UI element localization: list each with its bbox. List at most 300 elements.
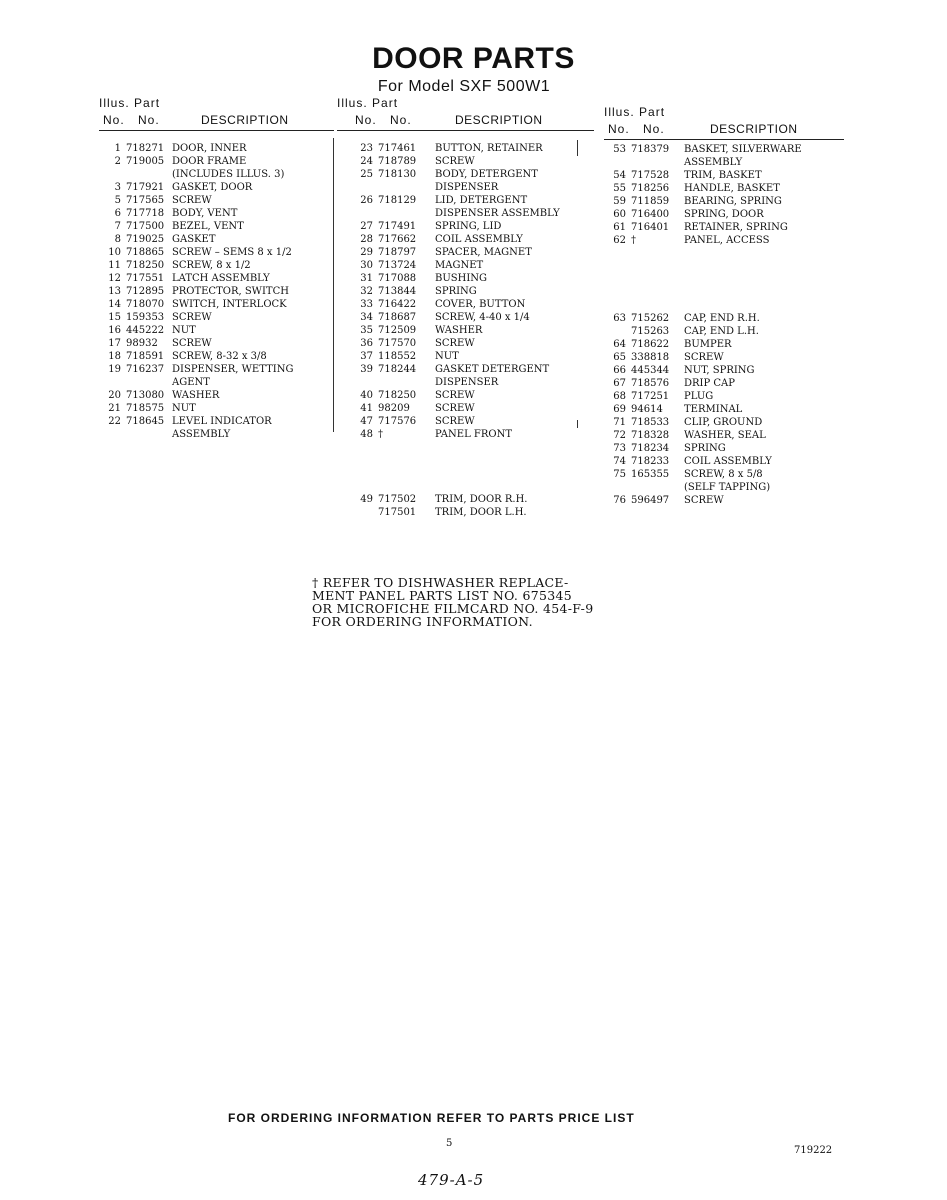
part-description: SCREW, 8-32 x 3/8 xyxy=(172,351,267,362)
illus-number: 75 xyxy=(613,469,626,480)
table-row xyxy=(604,325,844,338)
illus-number: 1 xyxy=(114,143,121,154)
illus-number: 76 xyxy=(613,495,626,506)
part-number: 718233 xyxy=(631,456,670,467)
illus-number: 69 xyxy=(613,404,626,415)
footnote-line: FOR ORDERING INFORMATION. xyxy=(312,614,533,629)
table-row xyxy=(99,363,334,376)
parts-column-1 xyxy=(99,96,334,441)
table-row xyxy=(604,221,844,234)
parts-column-2 xyxy=(337,96,594,519)
part-description: BODY, DETERGENT xyxy=(435,169,538,180)
part-description: CAP, END L.H. xyxy=(684,326,759,337)
part-number: 717088 xyxy=(378,273,417,284)
column-divider xyxy=(577,420,578,428)
header-part-no: No. xyxy=(390,113,412,127)
table-row xyxy=(351,389,594,402)
part-number: 165355 xyxy=(631,469,670,480)
illus-number: 67 xyxy=(613,378,626,389)
part-number: 98209 xyxy=(378,403,410,414)
model-subtitle: For Model SXF 500W1 xyxy=(377,78,551,95)
illus-number: 55 xyxy=(613,183,626,194)
table-row xyxy=(99,220,334,233)
table-row xyxy=(99,350,334,363)
page-title: DOOR PARTS xyxy=(372,42,575,75)
table-row xyxy=(351,337,594,350)
illus-number: 60 xyxy=(613,209,626,220)
table-row xyxy=(351,311,594,324)
illus-number: 64 xyxy=(613,339,626,350)
parts-column-3 xyxy=(604,105,844,507)
part-description: SPRING, DOOR xyxy=(684,209,764,220)
part-number: 717576 xyxy=(378,416,417,427)
table-row xyxy=(99,142,334,155)
part-number: 718234 xyxy=(631,443,670,454)
part-description: BUSHING xyxy=(435,273,488,284)
illus-number: 73 xyxy=(613,443,626,454)
header-rule xyxy=(99,130,334,131)
table-row xyxy=(351,363,594,376)
table-row xyxy=(99,311,334,324)
part-description: BUTTON, RETAINER xyxy=(435,143,543,154)
part-description: TERMINAL xyxy=(684,404,743,415)
part-description: GASKET, DOOR xyxy=(172,182,253,193)
table-row xyxy=(351,233,594,246)
part-description: ASSEMBLY xyxy=(684,157,743,168)
part-description: PLUG xyxy=(684,391,714,402)
table-row xyxy=(604,195,844,208)
part-description: DISPENSER ASSEMBLY xyxy=(435,208,560,219)
part-number: 718250 xyxy=(378,390,417,401)
illus-number: 68 xyxy=(613,391,626,402)
header-illus-part: Illus. Part xyxy=(337,96,399,110)
table-row xyxy=(604,260,844,273)
table-row xyxy=(351,181,594,194)
header-part-no: No. xyxy=(643,122,665,136)
illus-number: 66 xyxy=(613,365,626,376)
table-row xyxy=(351,324,594,337)
table-row xyxy=(99,428,334,441)
part-description: SCREW xyxy=(435,338,475,349)
part-number: 717461 xyxy=(378,143,417,154)
part-number: 118552 xyxy=(378,351,417,362)
header-description: DESCRIPTION xyxy=(455,113,543,127)
table-row xyxy=(351,246,594,259)
illus-number: 30 xyxy=(360,260,373,271)
illus-number: 8 xyxy=(114,234,121,245)
part-number: 712895 xyxy=(126,286,165,297)
part-description: COIL ASSEMBLY xyxy=(684,456,772,467)
header-description: DESCRIPTION xyxy=(710,122,798,136)
table-row xyxy=(351,415,594,428)
part-description: BASKET, SILVERWARE xyxy=(684,144,802,155)
illus-number: 39 xyxy=(360,364,373,375)
part-description: SCREW xyxy=(435,390,475,401)
table-row xyxy=(604,338,844,351)
table-row xyxy=(351,480,594,493)
part-number: 717921 xyxy=(126,182,165,193)
table-row xyxy=(99,389,334,402)
part-description: (SELF TAPPING) xyxy=(684,482,771,493)
part-description: TRIM, DOOR L.H. xyxy=(435,507,527,518)
part-description: ASSEMBLY xyxy=(172,429,231,440)
header-illus-no: No. xyxy=(103,113,125,127)
part-description: SCREW, 8 x 5/8 xyxy=(684,469,763,480)
table-row xyxy=(99,337,334,350)
illus-number: 18 xyxy=(108,351,121,362)
handwritten-annotation: 479-A-5 xyxy=(418,1171,485,1189)
part-number: 596497 xyxy=(631,495,670,506)
part-description: SPACER, MAGNET xyxy=(435,247,532,258)
part-description: WASHER xyxy=(435,325,483,336)
table-row xyxy=(604,156,844,169)
illus-number: 59 xyxy=(613,196,626,207)
table-row xyxy=(351,454,594,467)
part-description: HANDLE, BASKET xyxy=(684,183,780,194)
part-description: SCREW xyxy=(435,156,475,167)
part-number: 711859 xyxy=(631,196,670,207)
illus-number: 33 xyxy=(360,299,373,310)
part-description: LID, DETERGENT xyxy=(435,195,528,206)
part-description: SCREW xyxy=(435,403,475,414)
table-row xyxy=(351,376,594,389)
table-row xyxy=(604,468,844,481)
illus-number: 3 xyxy=(114,182,121,193)
part-description: DOOR FRAME xyxy=(172,156,247,167)
illus-number: 28 xyxy=(360,234,373,245)
part-description: TRIM, DOOR R.H. xyxy=(435,494,528,505)
table-row xyxy=(351,259,594,272)
part-number: 717251 xyxy=(631,391,670,402)
part-number: 717502 xyxy=(378,494,417,505)
part-description: WASHER xyxy=(172,390,220,401)
part-number: 716400 xyxy=(631,209,670,220)
part-number: 717565 xyxy=(126,195,165,206)
part-description: SCREW, 4-40 x 1/4 xyxy=(435,312,530,323)
part-number: 718622 xyxy=(631,339,670,350)
illus-number: 12 xyxy=(108,273,121,284)
table-row xyxy=(99,259,334,272)
illus-number: 63 xyxy=(613,313,626,324)
parts-rows xyxy=(351,142,594,519)
part-description: DISPENSER xyxy=(435,182,499,193)
table-row xyxy=(99,207,334,220)
illus-number: 6 xyxy=(114,208,121,219)
illus-number: 32 xyxy=(360,286,373,297)
header-description: DESCRIPTION xyxy=(201,113,289,127)
part-number: 445222 xyxy=(126,325,165,336)
part-description: SCREW xyxy=(684,352,724,363)
illus-number: 47 xyxy=(360,416,373,427)
part-number: 718130 xyxy=(378,169,417,180)
illus-number: 35 xyxy=(360,325,373,336)
part-number: 715263 xyxy=(631,326,670,337)
part-number: 718250 xyxy=(126,260,165,271)
part-number: 718687 xyxy=(378,312,417,323)
part-number: 717570 xyxy=(378,338,417,349)
part-description: SCREW xyxy=(435,416,475,427)
part-number: 718865 xyxy=(126,247,165,258)
part-description: LEVEL INDICATOR xyxy=(172,416,272,427)
table-row xyxy=(99,298,334,311)
part-number: 717718 xyxy=(126,208,165,219)
table-row xyxy=(604,481,844,494)
illus-number: 53 xyxy=(613,144,626,155)
part-description: BEZEL, VENT xyxy=(172,221,244,232)
illus-number: 7 xyxy=(114,221,121,232)
header-rule xyxy=(604,139,844,140)
illus-number: 20 xyxy=(108,390,121,401)
part-description: GASKET DETERGENT xyxy=(435,364,550,375)
table-row xyxy=(604,286,844,299)
table-row xyxy=(351,506,594,519)
illus-number: 13 xyxy=(108,286,121,297)
illus-number: 34 xyxy=(360,312,373,323)
illus-number: 14 xyxy=(108,299,121,310)
table-row xyxy=(604,442,844,455)
table-row xyxy=(99,285,334,298)
part-number: 719025 xyxy=(126,234,165,245)
replacement-panel-footnote xyxy=(312,576,593,628)
part-number: 719005 xyxy=(126,156,165,167)
part-number: 718256 xyxy=(631,183,670,194)
part-description: PANEL FRONT xyxy=(435,429,512,440)
illus-number: 74 xyxy=(613,456,626,467)
part-number: 718645 xyxy=(126,416,165,427)
part-description: SCREW – SEMS 8 x 1/2 xyxy=(172,247,292,258)
table-row xyxy=(351,272,594,285)
footnote-line: † REFER TO DISHWASHER REPLACE- xyxy=(312,575,569,590)
part-description: NUT, SPRING xyxy=(684,365,755,376)
illus-number: 10 xyxy=(108,247,121,258)
illus-number: 25 xyxy=(360,169,373,180)
illus-number: 17 xyxy=(108,338,121,349)
illus-number: 29 xyxy=(360,247,373,258)
illus-number: 26 xyxy=(360,195,373,206)
part-number: 338818 xyxy=(631,352,670,363)
part-number: 717551 xyxy=(126,273,165,284)
table-row xyxy=(99,376,334,389)
illus-number: 41 xyxy=(360,403,373,414)
part-description: SCREW xyxy=(684,495,724,506)
table-row xyxy=(99,402,334,415)
part-description: RETAINER, SPRING xyxy=(684,222,788,233)
table-row xyxy=(351,142,594,155)
ordering-note: FOR ORDERING INFORMATION REFER TO PARTS PRICE LIST xyxy=(228,1111,635,1125)
part-number: 717662 xyxy=(378,234,417,245)
part-description: GASKET xyxy=(172,234,216,245)
illus-number: 2 xyxy=(114,156,121,167)
table-row xyxy=(604,247,844,260)
part-number: 712509 xyxy=(378,325,417,336)
header-illus-part: Illus. Part xyxy=(99,96,161,110)
header-rule xyxy=(337,130,594,131)
table-row xyxy=(99,168,334,181)
part-description: COIL ASSEMBLY xyxy=(435,234,523,245)
illus-number: 49 xyxy=(360,494,373,505)
part-description: CAP, END R.H. xyxy=(684,313,760,324)
illus-number: 36 xyxy=(360,338,373,349)
table-row xyxy=(604,351,844,364)
part-description: BUMPER xyxy=(684,339,732,350)
part-description: LATCH ASSEMBLY xyxy=(172,273,270,284)
footnote-line: MENT PANEL PARTS LIST NO. 675345 xyxy=(312,588,572,603)
part-number: 717528 xyxy=(631,170,670,181)
table-row xyxy=(351,402,594,415)
part-number: 159353 xyxy=(126,312,165,323)
header-illus-no: No. xyxy=(355,113,377,127)
part-number: 718591 xyxy=(126,351,165,362)
illus-number: 54 xyxy=(613,170,626,181)
part-number: 718533 xyxy=(631,417,670,428)
part-number: 717501 xyxy=(378,507,417,518)
part-number: 713724 xyxy=(378,260,417,271)
part-number: 713844 xyxy=(378,286,417,297)
header-illus-no: No. xyxy=(608,122,630,136)
part-description: PROTECTOR, SWITCH xyxy=(172,286,289,297)
part-description: DISPENSER, WETTING xyxy=(172,364,294,375)
part-number: 718575 xyxy=(126,403,165,414)
part-number: † xyxy=(378,429,383,440)
table-row xyxy=(604,299,844,312)
part-description: AGENT xyxy=(172,377,210,388)
part-description: BEARING, SPRING xyxy=(684,196,782,207)
part-description: SCREW xyxy=(172,312,212,323)
illus-number: 62 xyxy=(613,235,626,246)
part-number: 718129 xyxy=(378,195,417,206)
column-divider xyxy=(577,140,578,156)
part-number: 716401 xyxy=(631,222,670,233)
illus-number: 65 xyxy=(613,352,626,363)
part-number: 718271 xyxy=(126,143,165,154)
illus-number: 5 xyxy=(114,195,121,206)
part-description: SWITCH, INTERLOCK xyxy=(172,299,287,310)
part-description: SPRING xyxy=(435,286,477,297)
table-row xyxy=(351,467,594,480)
part-number: 718576 xyxy=(631,378,670,389)
illus-number: 61 xyxy=(613,222,626,233)
column-header xyxy=(337,96,594,132)
table-row xyxy=(99,415,334,428)
part-description: SPRING xyxy=(684,443,726,454)
part-description: DISPENSER xyxy=(435,377,499,388)
illus-number: 16 xyxy=(108,325,121,336)
part-number: 717500 xyxy=(126,221,165,232)
table-row xyxy=(351,298,594,311)
part-number: 718797 xyxy=(378,247,417,258)
part-number: 94614 xyxy=(631,404,663,415)
table-row xyxy=(604,182,844,195)
table-row xyxy=(351,285,594,298)
part-number: 718789 xyxy=(378,156,417,167)
part-number: 716422 xyxy=(378,299,417,310)
part-description: SCREW xyxy=(172,338,212,349)
table-row xyxy=(604,234,844,247)
illus-number: 27 xyxy=(360,221,373,232)
column-divider xyxy=(333,138,334,432)
illus-number: 24 xyxy=(360,156,373,167)
part-number: 718070 xyxy=(126,299,165,310)
illus-number: 31 xyxy=(360,273,373,284)
part-description: COVER, BUTTON xyxy=(435,299,526,310)
part-description: WASHER, SEAL xyxy=(684,430,766,441)
table-row xyxy=(604,390,844,403)
illus-number: 40 xyxy=(360,390,373,401)
illus-number: 37 xyxy=(360,351,373,362)
table-row xyxy=(604,494,844,507)
parts-rows xyxy=(99,142,334,441)
part-number: 98932 xyxy=(126,338,158,349)
part-number: 717491 xyxy=(378,221,417,232)
illus-number: 22 xyxy=(108,416,121,427)
part-description: DRIP CAP xyxy=(684,378,736,389)
table-row xyxy=(604,403,844,416)
part-number: 718328 xyxy=(631,430,670,441)
footnote-line: OR MICROFICHE FILMCARD NO. 454-F-9 xyxy=(312,601,594,616)
part-description: PANEL, ACCESS xyxy=(684,235,770,246)
part-description: NUT xyxy=(172,325,196,336)
table-row xyxy=(351,207,594,220)
table-row xyxy=(351,441,594,454)
table-row xyxy=(99,233,334,246)
table-row xyxy=(99,155,334,168)
column-header xyxy=(604,105,844,141)
table-row xyxy=(604,377,844,390)
parts-rows xyxy=(604,143,844,507)
table-row xyxy=(99,324,334,337)
page-number: 5 xyxy=(446,1138,453,1149)
table-row xyxy=(99,272,334,285)
table-row xyxy=(351,168,594,181)
part-description: CLIP, GROUND xyxy=(684,417,763,428)
illus-number: 72 xyxy=(613,430,626,441)
table-row xyxy=(604,416,844,429)
part-description: NUT xyxy=(435,351,459,362)
illus-number: 71 xyxy=(613,417,626,428)
table-row xyxy=(604,455,844,468)
table-row xyxy=(604,169,844,182)
part-number: 718244 xyxy=(378,364,417,375)
illus-number: 19 xyxy=(108,364,121,375)
header-illus-part: Illus. Part xyxy=(604,105,666,119)
table-row xyxy=(351,194,594,207)
illus-number: 23 xyxy=(360,143,373,154)
table-row xyxy=(351,428,594,441)
part-number: 716237 xyxy=(126,364,165,375)
table-row xyxy=(99,181,334,194)
table-row xyxy=(351,155,594,168)
part-number: 713080 xyxy=(126,390,165,401)
document-number: 719222 xyxy=(794,1145,833,1156)
table-row xyxy=(604,273,844,286)
table-row xyxy=(604,208,844,221)
part-number: 715262 xyxy=(631,313,670,324)
part-description: MAGNET xyxy=(435,260,484,271)
part-number: 445344 xyxy=(631,365,670,376)
illus-number: 11 xyxy=(108,260,121,271)
table-row xyxy=(351,220,594,233)
part-description: BODY, VENT xyxy=(172,208,238,219)
header-part-no: No. xyxy=(138,113,160,127)
part-description: SPRING, LID xyxy=(435,221,502,232)
part-description: SCREW, 8 x 1/2 xyxy=(172,260,251,271)
table-row xyxy=(351,350,594,363)
table-row xyxy=(604,364,844,377)
part-description: DOOR, INNER xyxy=(172,143,247,154)
table-row xyxy=(99,194,334,207)
part-description: (INCLUDES ILLUS. 3) xyxy=(172,169,285,180)
part-description: SCREW xyxy=(172,195,212,206)
